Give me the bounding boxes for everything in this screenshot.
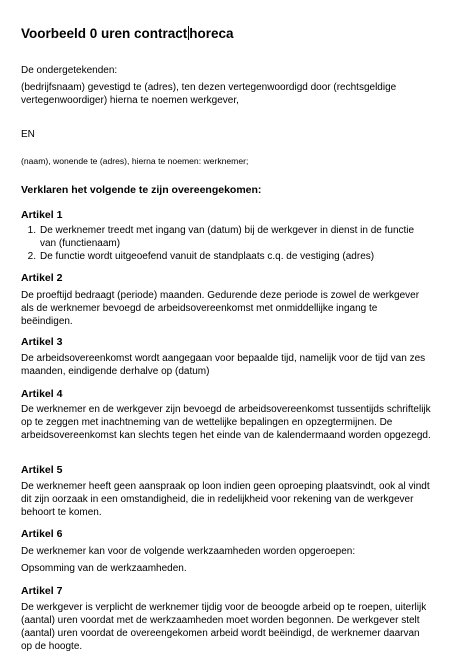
article-4-heading: Artikel 4 (21, 388, 63, 400)
article-3-text: De arbeidsovereenkomst wordt aangegaan voor bepaalde tijd, namelijk voor de tijd van zes maanden, eindigende derhalve op (datum) (21, 353, 426, 377)
article-6-list-text: Opsomming van de werkzaamheden. (21, 563, 187, 574)
title-text-end: horeca (189, 26, 234, 41)
article-1-heading: Artikel 1 (21, 209, 63, 221)
article-1-list (21, 224, 431, 263)
list-item-text: De functie wordt uitgeoefend vanuit de standplaats c.q. de vestiging (adres) (40, 251, 375, 262)
and-text: EN (21, 129, 35, 140)
article-5-heading: Artikel 5 (21, 464, 63, 476)
article-5-text: De werknemer heeft geen aanspraak op loon indien geen oproeping plaatsvindt, ook al vindt dit zijn oorzaak in een omstandigheid, die in redelijkheid voor rekening van de werkgever behoort te komen. (21, 481, 430, 518)
article-2-text: De proeftijd bedraagt (periode) maanden. Gedurende deze periode is zowel de werkgever als de werknemer bevoegd de arbeidsovereenkomst met onmiddellijke ingang te beëindigen. (21, 290, 420, 327)
employee-paragraph: (naam), wonende te (adres), hierna te noemen: werknemer; (21, 156, 249, 166)
list-item (21, 250, 431, 263)
article-3-heading: Artikel 3 (21, 336, 63, 348)
list-item (21, 224, 431, 250)
article-2-heading: Artikel 2 (21, 272, 63, 284)
list-item-text: De werknemer treedt met ingang van (datum) bij de werkgever in dienst in de functie van (functienaam) (40, 225, 415, 249)
article-7-heading: Artikel 7 (21, 585, 63, 597)
article-7-text: De werkgever is verplicht de werknemer tijdig voor de beoogde arbeid op te roepen, uiterlijk (aantal) uren voordat met de werkzaamheden moet worden begonnen. De werkgever stelt (aantal) uren voordat de overeengekomen arbeid wordt beëindigd, de werknemer daarvan op de hoogte. (21, 602, 427, 652)
article-6-text: De werknemer kan voor de volgende werkzaamheden worden opgeroepen: (21, 546, 356, 557)
list-number: 2. (27, 251, 36, 262)
document-title (21, 26, 234, 41)
employer-paragraph: (bedrijfsnaam) gevestigd te (adres), ten dezen vertegenwoordigd door (rechtsgeldige vertegenwoordiger) hierna te noemen werkgever, (21, 82, 397, 106)
list-number: 1. (27, 225, 36, 236)
article-6-heading: Artikel 6 (21, 528, 63, 540)
article-4-text: De werknemer en de werkgever zijn bevoegd de arbeidsovereenkomst tussentijds schriftelijk op te zeggen met inachtneming van de wettelijke bepalingen en opzegtermijnen. De arbeidsovereenkomst kan slechts tegen het einde van de kalendermaand worden opgezegd. (21, 404, 431, 441)
title-text: Voorbeeld 0 uren contract (21, 26, 188, 41)
intro-text: De ondergetekenden: (21, 65, 118, 76)
declaration-heading: Verklaren het volgende te zijn overeengekomen: (21, 184, 262, 196)
